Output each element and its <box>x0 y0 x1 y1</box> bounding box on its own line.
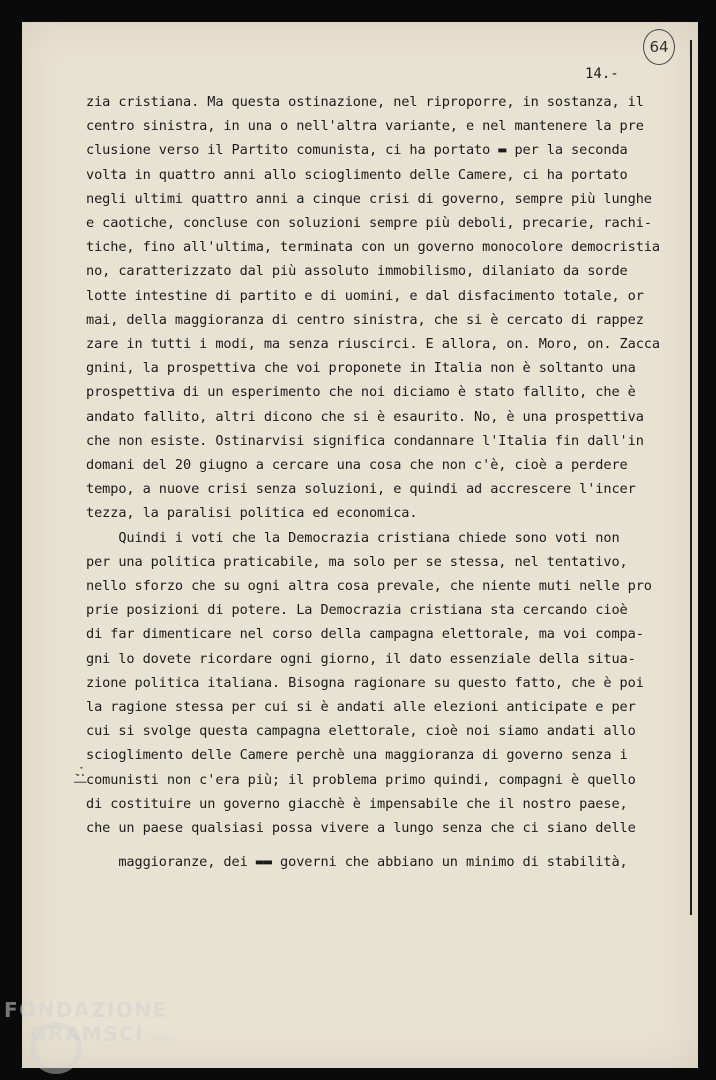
text-line: maggioranze, dei ▬▬ governi che abbiano un minimo di stabilità, <box>86 854 628 871</box>
text-line: negli ultimi quattro anni a cinque crisi di governo, sempre più lunghe <box>86 190 652 207</box>
margin-mark: ·;| <box>73 764 88 786</box>
text-line: clusione verso il Partito comunista, ci ha portato ▬ per la seconda <box>86 142 628 159</box>
text-line: di costituire un governo giacchè è impensabile che il nostro paese, <box>86 795 628 812</box>
text-line: scioglimento delle Camere perchè una maggioranza di governo senza i <box>86 747 628 764</box>
text-line: per una politica praticabile, ma solo per se stessa, nel tentativo, <box>86 553 628 570</box>
text-line: domani del 20 giugno a cercare una cosa che non c'è, cioè a perdere <box>86 457 628 473</box>
text-line: prospettiva di un esperimento che noi diciamo è stato fallito, che è <box>86 384 636 401</box>
margin-rule <box>690 40 692 915</box>
text-line: che non esiste. Ostinarvisi significa condannare l'Italia fin dall'in <box>86 432 644 449</box>
text-line: mai, della maggioranza di centro sinistra, che si è cercato di rappez <box>86 311 644 328</box>
text-line: centro sinistra, in una o nell'altra variante, e nel mantenere la pre <box>86 118 644 135</box>
text-line: zione politica italiana. Bisogna ragionare su questo fatto, che è poi <box>86 674 644 691</box>
watermark-line-3: onlus <box>150 1034 175 1044</box>
text-line: prie posizioni di potere. La Democrazia cristiana sta cercando cioè <box>86 602 628 619</box>
text-line: gni lo dovete ricordare ogni giorno, il dato essenziale della situa- <box>86 650 636 667</box>
archive-number: 64 <box>643 29 675 65</box>
text-line: tezza, la paralisi politica ed economica. <box>86 505 418 522</box>
watermark-line-2: GRAMSCI onlus <box>30 1022 175 1046</box>
page-number: 14.- <box>585 66 619 82</box>
text-line: tempo, a nuove crisi senza soluzioni, e quindi ad accrescere l'incer <box>86 481 636 498</box>
text-line: la ragione stessa per cui si è andati alle elezioni anticipate e per <box>86 699 636 715</box>
text-line: di far dimenticare nel corso della campagna elettorale, ma voi compa- <box>86 626 644 643</box>
text-line: zare in tutti i modi, ma senza riuscirci. E allora, on. Moro, on. Zacca <box>86 336 660 352</box>
text-line: zia cristiana. Ma questa ostinazione, nel riproporre, in sostanza, il <box>86 94 644 110</box>
text-line: volta in quattro anni allo scioglimento delle Camere, ci ha portato <box>86 166 628 183</box>
text-line: no, caratterizzato dal più assoluto immobilismo, dilaniato da sorde <box>86 263 628 280</box>
text-line: lotte intestine di partito e di uomini, e dal disfacimento totale, or <box>86 287 644 304</box>
text-line: andato fallito, altri dicono che si è esaurito. No, è una prospettiva <box>86 408 644 425</box>
text-line: comunisti non c'era più; il problema primo quindi, compagni è quello <box>86 771 636 788</box>
watermark <box>4 1000 174 1044</box>
watermark-line-1: FONDAZIONE <box>4 998 168 1022</box>
text-line: e caotiche, concluse con soluzioni sempre più deboli, precarie, rachi- <box>86 215 652 231</box>
text-line: gnini, la prospettiva che voi proponete in Italia non è soltanto una <box>86 360 636 377</box>
text-line: tiche, fino all'ultima, terminata con un governo monocolore democristia <box>86 239 660 256</box>
text-line: cui si svolge questa campagna elettorale, cioè noi siamo andati allo <box>86 723 636 740</box>
text-line: nello sforzo che su ogni altra cosa prevale, che niente muti nelle pro <box>86 578 652 594</box>
text-line: che un paese qualsiasi possa vivere a lungo senza che ci siano delle <box>86 820 636 836</box>
text-line: Quindi i voti che la Democrazia cristiana chiede sono voti non <box>86 529 620 546</box>
